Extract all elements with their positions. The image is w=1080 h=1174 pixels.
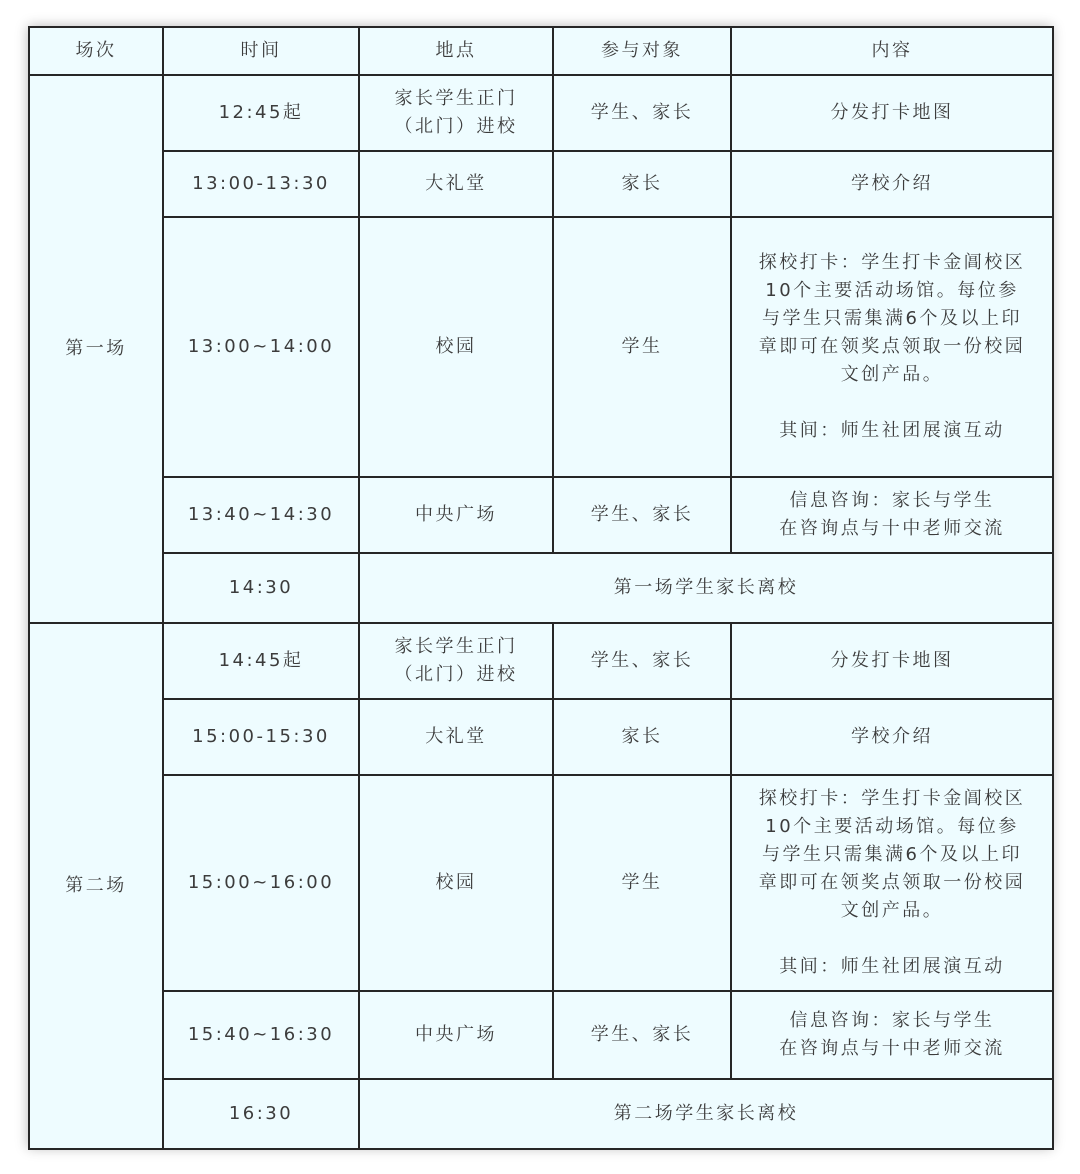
- audience-cell: 学生、家长: [553, 991, 731, 1079]
- audience-cell: 学生: [553, 775, 731, 991]
- content-cell: 探校打卡：学生打卡金阊校区 10个主要活动场馆。每位参 与学生只需集满6个及以上印 章即可在领奖点领取一份校园 文创产品。 其间：师生社团展演互动: [731, 775, 1053, 991]
- table-row: [29, 1079, 1053, 1149]
- content-cell: 分发打卡地图: [731, 75, 1053, 151]
- header-session: 场次: [29, 27, 163, 75]
- leave-cell: 第二场学生家长离校: [359, 1079, 1053, 1149]
- audience-cell: 学生、家长: [553, 623, 731, 699]
- content-cell: 信息咨询：家长与学生 在咨询点与十中老师交流: [731, 477, 1053, 553]
- content-cell: 信息咨询：家长与学生 在咨询点与十中老师交流: [731, 991, 1053, 1079]
- schedule-table: [28, 26, 1054, 1150]
- place-cell: 大礼堂: [359, 699, 553, 775]
- header-row: [29, 27, 1053, 75]
- audience-cell: 学生: [553, 217, 731, 477]
- table-row: [29, 553, 1053, 623]
- place-cell: 家长学生正门 （北门）进校: [359, 623, 553, 699]
- time-cell: 13:00~14:00: [163, 217, 359, 477]
- content-cell: 探校打卡：学生打卡金阊校区 10个主要活动场馆。每位参 与学生只需集满6个及以上印 章即可在领奖点领取一份校园 文创产品。 其间：师生社团展演互动: [731, 217, 1053, 477]
- table-row: [29, 775, 1053, 991]
- audience-cell: 学生、家长: [553, 477, 731, 553]
- content-cell: 分发打卡地图: [731, 623, 1053, 699]
- time-cell: 16:30: [163, 1079, 359, 1149]
- audience-cell: 学生、家长: [553, 75, 731, 151]
- place-cell: 中央广场: [359, 991, 553, 1079]
- leave-cell: 第一场学生家长离校: [359, 553, 1053, 623]
- place-cell: 中央广场: [359, 477, 553, 553]
- time-cell: 14:45起: [163, 623, 359, 699]
- audience-cell: 家长: [553, 699, 731, 775]
- content-cell: 学校介绍: [731, 699, 1053, 775]
- table-row: [29, 699, 1053, 775]
- header-place: 地点: [359, 27, 553, 75]
- session-name-cell: 第一场: [29, 75, 163, 623]
- table-row: [29, 75, 1053, 151]
- time-cell: 15:40~16:30: [163, 991, 359, 1079]
- time-cell: 13:40~14:30: [163, 477, 359, 553]
- header-audience: 参与对象: [553, 27, 731, 75]
- time-cell: 12:45起: [163, 75, 359, 151]
- place-cell: 大礼堂: [359, 151, 553, 217]
- table-row: [29, 991, 1053, 1079]
- session-name-cell: 第二场: [29, 623, 163, 1149]
- time-cell: 14:30: [163, 553, 359, 623]
- table-row: [29, 217, 1053, 477]
- place-cell: 校园: [359, 217, 553, 477]
- header-content: 内容: [731, 27, 1053, 75]
- time-cell: 15:00~16:00: [163, 775, 359, 991]
- schedule-card: [28, 26, 1052, 1148]
- table-row: [29, 477, 1053, 553]
- header-time: 时间: [163, 27, 359, 75]
- content-cell: 学校介绍: [731, 151, 1053, 217]
- place-cell: 校园: [359, 775, 553, 991]
- place-cell: 家长学生正门 （北门）进校: [359, 75, 553, 151]
- time-cell: 13:00-13:30: [163, 151, 359, 217]
- time-cell: 15:00-15:30: [163, 699, 359, 775]
- audience-cell: 家长: [553, 151, 731, 217]
- table-row: [29, 623, 1053, 699]
- table-row: [29, 151, 1053, 217]
